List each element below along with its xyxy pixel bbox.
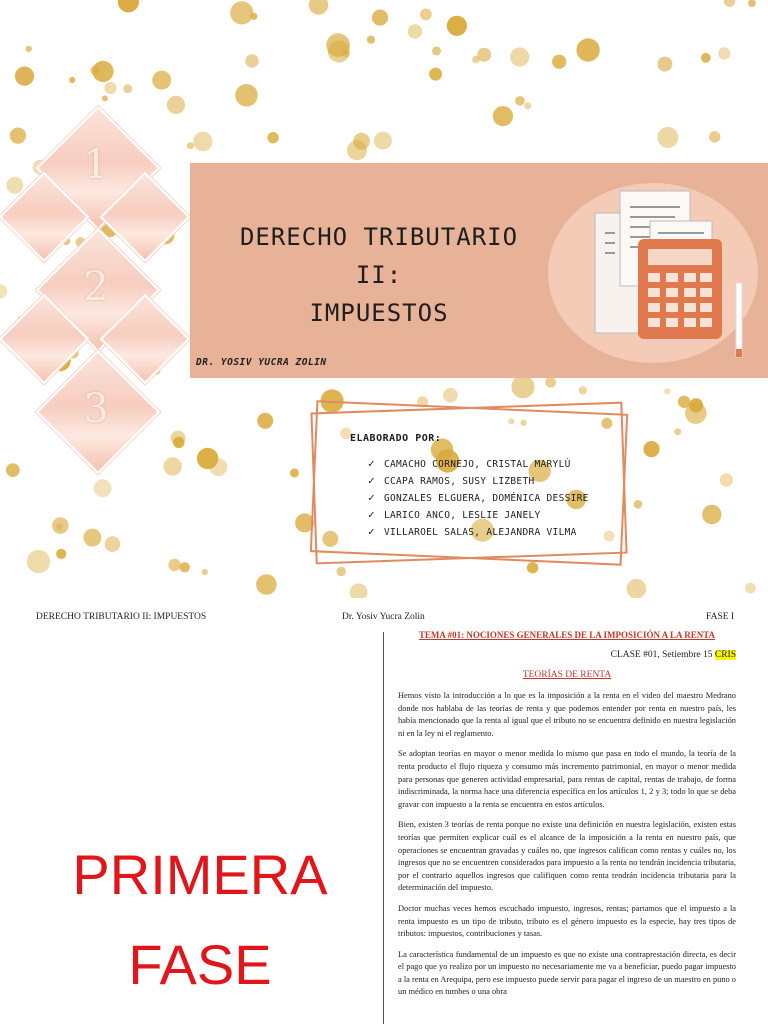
document-title: DERECHO TRIBUTARIO II: IMPUESTOS bbox=[239, 223, 519, 327]
diamond-number-2: 2 bbox=[83, 264, 109, 310]
class-line: CLASE #01, Setiembre 15 CRIS bbox=[610, 650, 736, 660]
diamond-number-3: 3 bbox=[83, 386, 109, 432]
elaborado-por-label: ELABORADO POR: bbox=[350, 433, 442, 444]
list-item: ✓ LARICO ANCO, LESLIE JANELY bbox=[368, 508, 541, 521]
checkmark-icon: ✓ bbox=[368, 508, 375, 521]
paragraph: Bien, existen 3 teorías de renta porque no existe una definición en nuestra legislación, existen estas teorías que permiten explicar cuál es el alcance de la imposición a la renta en nuestro país, que operaciones se encuentran gravadas y cuáles no, que ingresos califican como rentas y cuáles no, los ingresos que no se encuentren considerados para impuesto a la renta no tendrán incidencia tributaria, por el contrario aquellos ingresos que califiquen como renta tendrán incidencia tributaria para la determinación del impuesto. bbox=[398, 820, 736, 893]
diamond-number-1: 1 bbox=[83, 142, 109, 188]
phase-title: PRIMERA FASE bbox=[72, 843, 328, 996]
checkmark-icon: ✓ bbox=[368, 491, 375, 504]
list-item: ✓ VILLAROEL SALAS, ALEJANDRA VILMA bbox=[368, 525, 577, 538]
checkmark-icon: ✓ bbox=[368, 525, 375, 538]
text-column bbox=[398, 630, 736, 1007]
checkmark-icon: ✓ bbox=[368, 457, 375, 470]
title-banner bbox=[190, 163, 768, 378]
list-item: ✓ GONZALES ELGUERA, DOMÉNICA DESSIRE bbox=[368, 491, 589, 504]
paragraph: Se adoptan teorías en mayor o menor medida lo mismo que pasa en todo el mundo, la teoría de la renta producto el flujo riqueza y consumo más incremento patrimonial, en mayor o menor medida para personas que generen actividad empresarial, para rentas de capital, rentas de trabajo, de forma indiscriminada, la norma hace una diferencia específica en los artículos 1, 2 y 3; todo lo que se deba gravar con impuesto a la renta se encuentra en estos artículos. bbox=[398, 749, 736, 809]
members-list bbox=[368, 455, 589, 540]
header-center: Dr. Yosiv Yucra Zolin bbox=[342, 612, 425, 622]
calculator-receipt-icon bbox=[540, 173, 768, 373]
header-left: DERECHO TRIBUTARIO II: IMPUESTOS bbox=[36, 612, 207, 622]
column-divider bbox=[383, 632, 384, 1024]
checkmark-icon: ✓ bbox=[368, 474, 375, 487]
list-item: ✓ CCAPA RAMOS, SUSY LIZBETH bbox=[368, 474, 535, 487]
highlighted-name: CRIS bbox=[714, 650, 736, 660]
paragraph: Hemos visto la introducción a lo que es la imposición a la renta en el video del maestro Medrano donde nos hablaba de las teorías de renta y que podemos entender por renta en nuestro país, les había mencionado que la renta al igual que el tributo no se encuentra definido en nuestra legislación ni en la ley ni el reglamento. bbox=[398, 691, 736, 738]
topic-heading: TEMA #01: NOCIONES GENERALES DE LA IMPOSICIÓN A LA RENTA bbox=[418, 630, 716, 640]
paragraph: La característica fundamental de un impuesto es que no existe una contraprestación directa, es decir el pago que yo realizo por un impuesto no necesariamente me va a beneficiar, puedo pagar impuesto a la renta en Arequipa, pero ese impuesto puede servir para pagar el ingreso de un maestro en puno o un médico en tumbes o una obra bbox=[398, 949, 736, 997]
header-right: FASE I bbox=[706, 612, 735, 622]
list-item: ✓ CAMACHO CORNEJO, CRISTAL MARYLÚ bbox=[368, 457, 571, 470]
paragraph: Doctor muchas veces hemos escuchado impuesto, ingresos, rentas; partamos que el impuesto a la renta impuesto es un tipo de tributo, tributo es el género impuesto es la especie, hay tres tipos de tributos: impuestos, contribuciones y tasas. bbox=[398, 903, 736, 939]
professor-name: DR. YOSIV YUCRA ZOLIN bbox=[196, 357, 327, 368]
document-page bbox=[0, 598, 768, 1024]
section-heading: TEORÍAS DE RENTA bbox=[522, 670, 612, 680]
